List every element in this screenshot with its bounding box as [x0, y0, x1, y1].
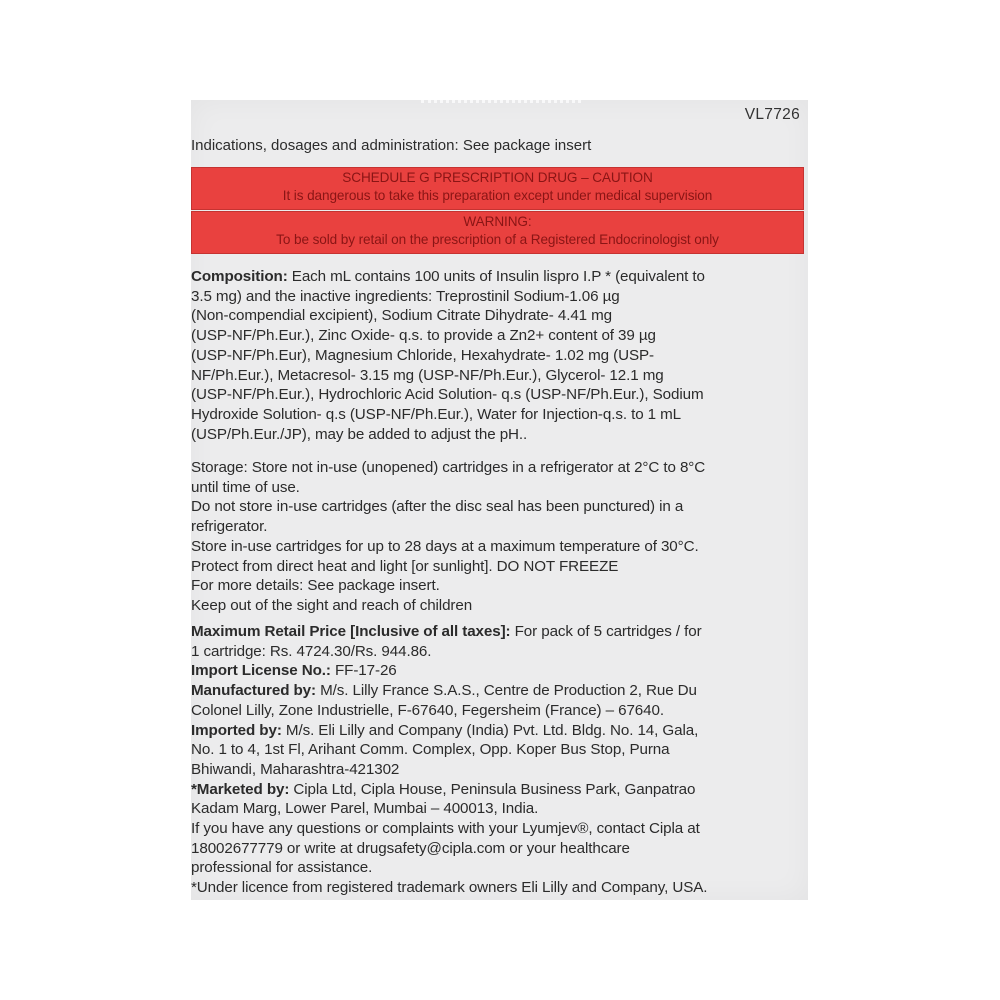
storage-line: Do not store in-use cartridges (after the disc seal has been punctured) in a [191, 498, 684, 516]
import-license-label: Import License No.: [191, 662, 331, 680]
storage-line: For more details: See package insert. [191, 577, 440, 595]
manufactured-text: Colonel Lilly, Zone Industrielle, F-67640, Fegersheim (France) – 67640. [191, 701, 664, 719]
storage-line: Storage: Store not in-use (unopened) cartridges in a refrigerator at 2°C to 8°C [191, 459, 706, 476]
import-license-value: FF-17-26 [330, 662, 397, 680]
composition-line: (Non-compendial excipient), Sodium Citrate Dihydrate- 4.41 mg [191, 307, 613, 325]
marketed-text: Kadam Marg, Lower Parel, Mumbai – 400013, India. [191, 800, 539, 818]
imported-text: Bhiwandi, Maharashtra-421302 [191, 760, 400, 778]
storage-line: Keep out of the sight and reach of children [191, 596, 473, 614]
caution-title: SCHEDULE G PRESCRIPTION DRUG – CAUTION [342, 170, 653, 185]
mrp-label: Maximum Retail Price [Inclusive of all taxes]: [191, 623, 511, 640]
composition-line: (USP-NF/Ph.Eur), Magnesium Chloride, Hexahydrate- 1.02 mg (USP- [191, 346, 654, 364]
imported-text: M/s. Eli Lilly and Company (India) Pvt. Ltd. Bldg. No. 14, Gala, [281, 721, 699, 739]
imported-text: No. 1 to 4, 1st Fl, Arihant Comm. Complex, Opp. Koper Bus Stop, Purna [191, 741, 670, 759]
retail-warning-box [191, 211, 804, 254]
storage-section [191, 458, 806, 616]
marketed-text: Cipla Ltd, Cipla House, Peninsula Business Park, Ganpatrao [289, 780, 696, 798]
composition-line: (USP/Ph.Eur./JP), may be added to adjust the pH.. [191, 425, 528, 443]
mrp-text: 1 cartridge: Rs. 4724.30/Rs. 944.86. [191, 642, 432, 660]
product-label [191, 100, 808, 900]
contact-line: professional for assistance. [191, 859, 373, 877]
composition-line: Each mL contains 100 units of Insulin lispro I.P * (equivalent to [287, 268, 705, 285]
embossed-dots [421, 100, 581, 113]
composition-line: 3.5 mg) and the inactive ingredients: Treprostinil Sodium-1.06 µg [191, 287, 620, 305]
composition-section [191, 267, 806, 444]
storage-line: refrigerator. [191, 518, 268, 536]
composition-label: Composition: [191, 268, 288, 285]
imported-label: Imported by: [191, 721, 282, 739]
warning-title: WARNING: [463, 214, 532, 229]
contact-line: 18002677779 or write at drugsafety@cipla.com or your healthcare [191, 839, 630, 857]
product-code: VL7726 [744, 106, 800, 123]
mrp-text: For pack of 5 cartridges / for [510, 623, 702, 640]
composition-line: Hydroxide Solution- q.s (USP-NF/Ph.Eur.), Water for Injection-q.s. to 1 mL [191, 405, 682, 423]
storage-line: Store in-use cartridges for up to 28 days at a maximum temperature of 30°C. [191, 537, 699, 555]
schedule-g-caution-box [191, 167, 804, 210]
manufactured-label: Manufactured by: [191, 682, 316, 700]
contact-line: If you have any questions or complaints with your Lyumjev®, contact Cipla at [191, 820, 700, 838]
licence-note: *Under licence from registered trademark owners Eli Lilly and Company, USA. [191, 879, 708, 897]
warning-text: To be sold by retail on the prescription of a Registered Endocrinologist only [276, 232, 719, 247]
legal-section [191, 622, 806, 898]
composition-line: NF/Ph.Eur.), Metacresol- 3.15 mg (USP-NF/Ph.Eur.), Glycerol- 12.1 mg [191, 366, 664, 384]
storage-line: until time of use. [191, 478, 300, 496]
composition-line: (USP-NF/Ph.Eur.), Hydrochloric Acid Solution- q.s (USP-NF/Ph.Eur.), Sodium [191, 386, 704, 404]
indications-text: Indications, dosages and administration: See package insert [191, 137, 592, 154]
manufactured-text: M/s. Lilly France S.A.S., Centre de Production 2, Rue Du [315, 682, 697, 700]
composition-line: (USP-NF/Ph.Eur.), Zinc Oxide- q.s. to provide a Zn2+ content of 39 µg [191, 327, 656, 345]
marketed-label: *Marketed by: [191, 780, 290, 798]
storage-line: Protect from direct heat and light [or sunlight]. DO NOT FREEZE [191, 557, 619, 575]
caution-text: It is dangerous to take this preparation except under medical supervision [282, 188, 713, 203]
